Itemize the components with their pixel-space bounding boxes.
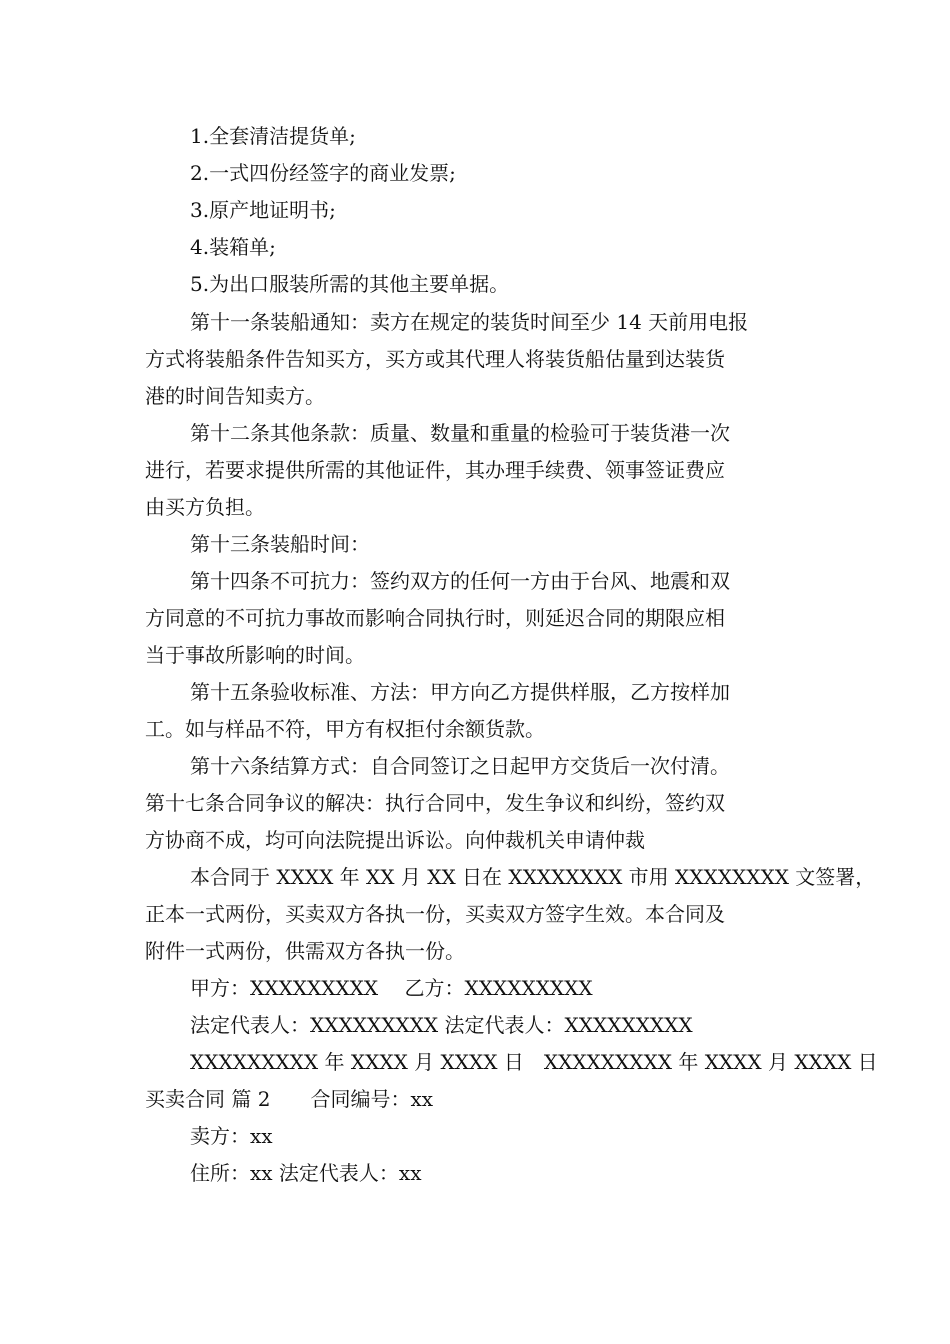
document-line: 甲方：XXXXXXXXX 乙方：XXXXXXXXX — [190, 976, 593, 1000]
document-line: 住所：xx 法定代表人：xx — [190, 1161, 422, 1185]
document-line: 第十四条不可抗力：签约双方的任何一方由于台风、地震和双 — [190, 569, 730, 593]
document-line: 正本一式两份，买卖双方各执一份，买卖双方签字生效。本合同及 — [145, 902, 725, 926]
document-line: 本合同于 XXXX 年 XX 月 XX 日在 XXXXXXXX 市用 XXXXXXXX 文签署， — [190, 865, 876, 889]
document-line: 1.全套清洁提货单; — [190, 124, 356, 148]
document-line: 方协商不成，均可向法院提出诉讼。向仲裁机关申请仲裁 — [145, 828, 645, 852]
document-line: 方式将装船条件告知买方，买方或其代理人将装货船估量到达装货 — [145, 347, 725, 371]
document-line: 第十六条结算方式：自合同签订之日起甲方交货后一次付清。 — [190, 754, 730, 778]
document-line: 第十一条装船通知：卖方在规定的装货时间至少 14 天前用电报 — [190, 310, 749, 334]
document-line: 买卖合同 篇 2 合同编号：xx — [145, 1087, 433, 1111]
document-line: 法定代表人：XXXXXXXXX 法定代表人：XXXXXXXXX — [190, 1013, 693, 1037]
document-line: XXXXXXXXX 年 XXXX 月 XXXX 日 XXXXXXXXX 年 XXXX 月 XXXX 日 — [190, 1050, 878, 1074]
document-line: 卖方：xx — [190, 1124, 273, 1148]
document-line: 附件一式两份，供需双方各执一份。 — [145, 939, 465, 963]
document-line: 3.原产地证明书; — [190, 198, 336, 222]
document-line: 5.为出口服装所需的其他主要单据。 — [190, 272, 510, 296]
document-line: 方同意的不可抗力事故而影响合同执行时，则延迟合同的期限应相 — [145, 606, 725, 630]
document-line: 2.一式四份经签字的商业发票; — [190, 161, 456, 185]
document-line: 进行，若要求提供所需的其他证件，其办理手续费、领事签证费应 — [145, 458, 725, 482]
document-line: 当于事故所影响的时间。 — [145, 643, 365, 667]
document-line: 第十三条装船时间： — [190, 532, 370, 556]
document-line: 港的时间告知卖方。 — [145, 384, 325, 408]
document-line: 4.装箱单; — [190, 235, 276, 259]
document-line: 第十五条验收标准、方法：甲方向乙方提供样服，乙方按样加 — [190, 680, 730, 704]
document-line: 由买方负担。 — [145, 495, 265, 519]
document-line: 工。如与样品不符，甲方有权拒付余额货款。 — [145, 717, 545, 741]
document-line: 第十二条其他条款：质量、数量和重量的检验可于装货港一次 — [190, 421, 730, 445]
document-line: 第十七条合同争议的解决：执行合同中，发生争议和纠纷，签约双 — [145, 791, 725, 815]
